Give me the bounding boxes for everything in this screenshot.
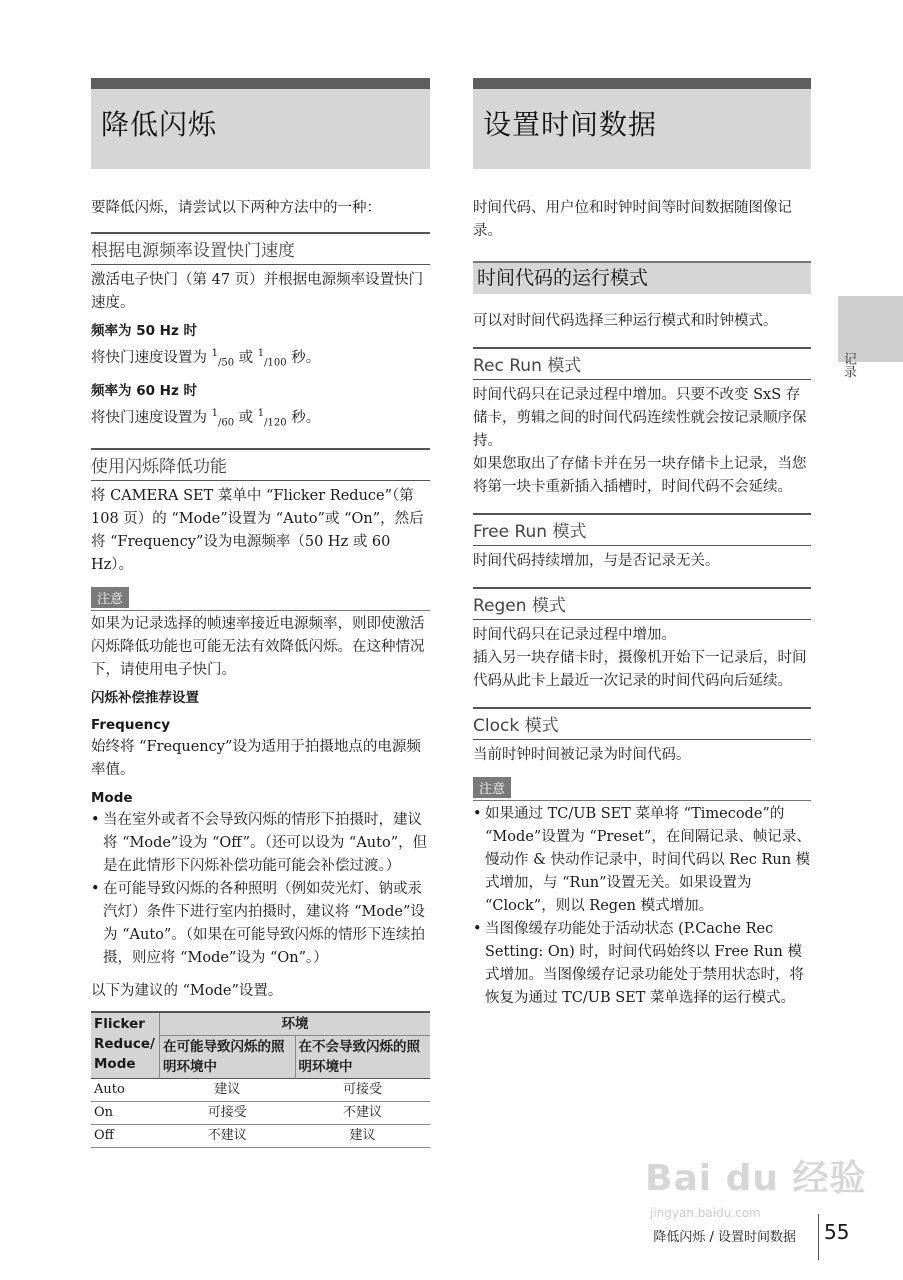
free-run-heading: Free Run 模式 [473,513,811,546]
run-modes-intro: 可以对时间代码选择三种运行模式和时钟模式。 [473,313,778,329]
right-title-box [473,78,811,169]
shutter-body: 激活电子快门（第 47 页）并根据电源频率设置快门速度。 [91,272,424,311]
footer-title: 降低闪烁 / 设置时间数据 [653,1230,796,1245]
right-column [473,78,811,1010]
table-cell: 可接受 [295,1079,430,1102]
rec-run-heading: Rec Run 模式 [473,347,811,380]
table-cell: Off [91,1125,160,1148]
clock-text: 当前时钟时间被记录为时间代码。 [473,747,691,763]
freq50-heading: 频率为 50 Hz 时 [91,323,198,339]
flicker-reduce-body: 将 CAMERA SET 菜单中 “Flicker Reduce”（第 108 页）的 “Mode”设置为 “Auto”或 “On”，然后将 “Frequency”设为电源频率（50 Hz 或 60 Hz）。 [91,488,424,574]
table-header-flicker-env: 在可能导致闪烁的照明环境中 [160,1036,296,1079]
recommended-settings-heading: 闪烁补偿推荐设置 [91,690,199,707]
note-badge-left: 注意 [91,587,129,608]
timecode-note-list [473,800,811,1010]
table-cell: 不建议 [160,1125,296,1148]
page-number: 55 [824,1220,850,1244]
mode-settings-table [91,1011,430,1148]
table-header-env: 环境 [160,1012,431,1036]
rec-run-text-1: 时间代码只在记录过程中增加。只要不改变 SxS 存储卡，剪辑之间的时间代码连续性就会按记录顺序保持。 [473,387,807,449]
left-column [91,78,430,1148]
page-title-flicker: 降低闪烁 [101,108,218,141]
table-header-mode: Flicker Reduce/ Mode [91,1012,160,1079]
frequency-heading: Frequency [91,717,171,734]
table-cell: Auto [91,1079,160,1102]
section-heading-run-modes: 时间代码的运行模式 [473,261,811,294]
footer-divider [818,1214,819,1260]
list-item: • 当图像缓存功能处于活动状态 (P.Cache Rec Setting: On) 时，时间代码始终以 Free Run 模式增加。当图像缓存记录功能处于禁用状态时，将恢复为通过 TC/UB SET 菜单选择的运行模式。 [485,918,811,1010]
freq60-heading: 频率为 60 Hz 时 [91,382,198,399]
table-row [91,1125,430,1148]
free-run-text: 时间代码持续增加，与是否记录无关。 [473,553,720,569]
time-data-intro: 时间代码、用户位和时钟时间等时间数据随图像记录。 [473,200,792,239]
rec-run-text-2: 如果您取出了存储卡并在另一块存储卡上记录，当您将第一块卡重新插入插槽时，时间代码不会延续。 [473,456,807,495]
regen-text-1: 时间代码只在记录过程中增加。 [473,627,676,643]
frequency-text: 始终将 “Frequency”设为适用于拍摄地点的电源频率值。 [91,739,421,779]
list-item: • 如果通过 TC/UB SET 菜单将 “Timecode”的 “Mode”设置为 “Preset”，在间隔记录、帧记录、慢动作 & 快动作记录中，时间代码以 Rec Run 模式增加，与 “Run”设置无关。如果设置为 “Clock”，则以 Regen 模式增加。 [485,803,811,918]
freq60-text: 将快门速度设置为 $^1_{/60}$ 或 $^1_{/120}$ 秒。 [91,407,321,429]
table-row [91,1079,430,1102]
note-badge-right: 注意 [473,777,511,798]
table-row [91,1102,430,1125]
mode-bullet-list [91,809,430,970]
section-heading-flicker-reduce: 使用闪烁降低功能 [91,448,430,481]
table-header-no-flicker-env: 在不会导致闪烁的照明环境中 [298,1039,420,1076]
table-cell: On [91,1102,160,1125]
watermark-url: jingyan.baidu.com [650,1206,761,1220]
left-title-box [91,78,430,169]
table-intro: 以下为建议的 “Mode”设置。 [91,983,283,1000]
table-cell: 不建议 [295,1102,430,1125]
clock-heading: Clock 模式 [473,707,811,740]
section-heading-shutter: 根据电源频率设置快门速度 [91,232,430,265]
freq50-text: 将快门速度设置为 $^1_{/50}$ 或 $^1_{/100}$ 秒。 [91,348,321,369]
page-title-time-data: 设置时间数据 [483,108,658,141]
watermark-logo: Bai du 经验 [645,1158,867,1199]
table-cell: 建议 [160,1079,296,1102]
table-cell: 建议 [295,1125,430,1148]
list-item: • 在可能导致闪烁的各种照明（例如荧光灯、钠或汞汽灯）条件下进行室内拍摄时，建议将 “Mode”设为 “Auto”。（如果在可能导致闪烁的情形下连续拍摄，则应将 “Mode”设为 “On”。） [103,878,430,970]
note-text-left: 如果为记录选择的帧速率接近电源频率，则即使激活闪烁降低功能也可能无法有效降低闪烁。在这种情况下，请使用电子快门。 [91,610,430,682]
flicker-intro: 要降低闪烁，请尝试以下两种方法中的一种： [91,200,381,216]
table-cell: 可接受 [160,1102,296,1125]
side-chapter-label: 记录 [841,352,856,378]
regen-text-2: 插入另一块存储卡时，摄像机开始下一记录后，时间代码从此卡上最近一次记录的时间代码向后延续。 [473,650,807,689]
list-item: • 当在室外或者不会导致闪烁的情形下拍摄时，建议将 “Mode”设为 “Off”。（还可以设为 “Auto”，但是在此情形下闪烁补偿功能可能会补偿过渡。） [103,809,430,878]
mode-heading: Mode [91,790,133,807]
regen-heading: Regen 模式 [473,587,811,620]
